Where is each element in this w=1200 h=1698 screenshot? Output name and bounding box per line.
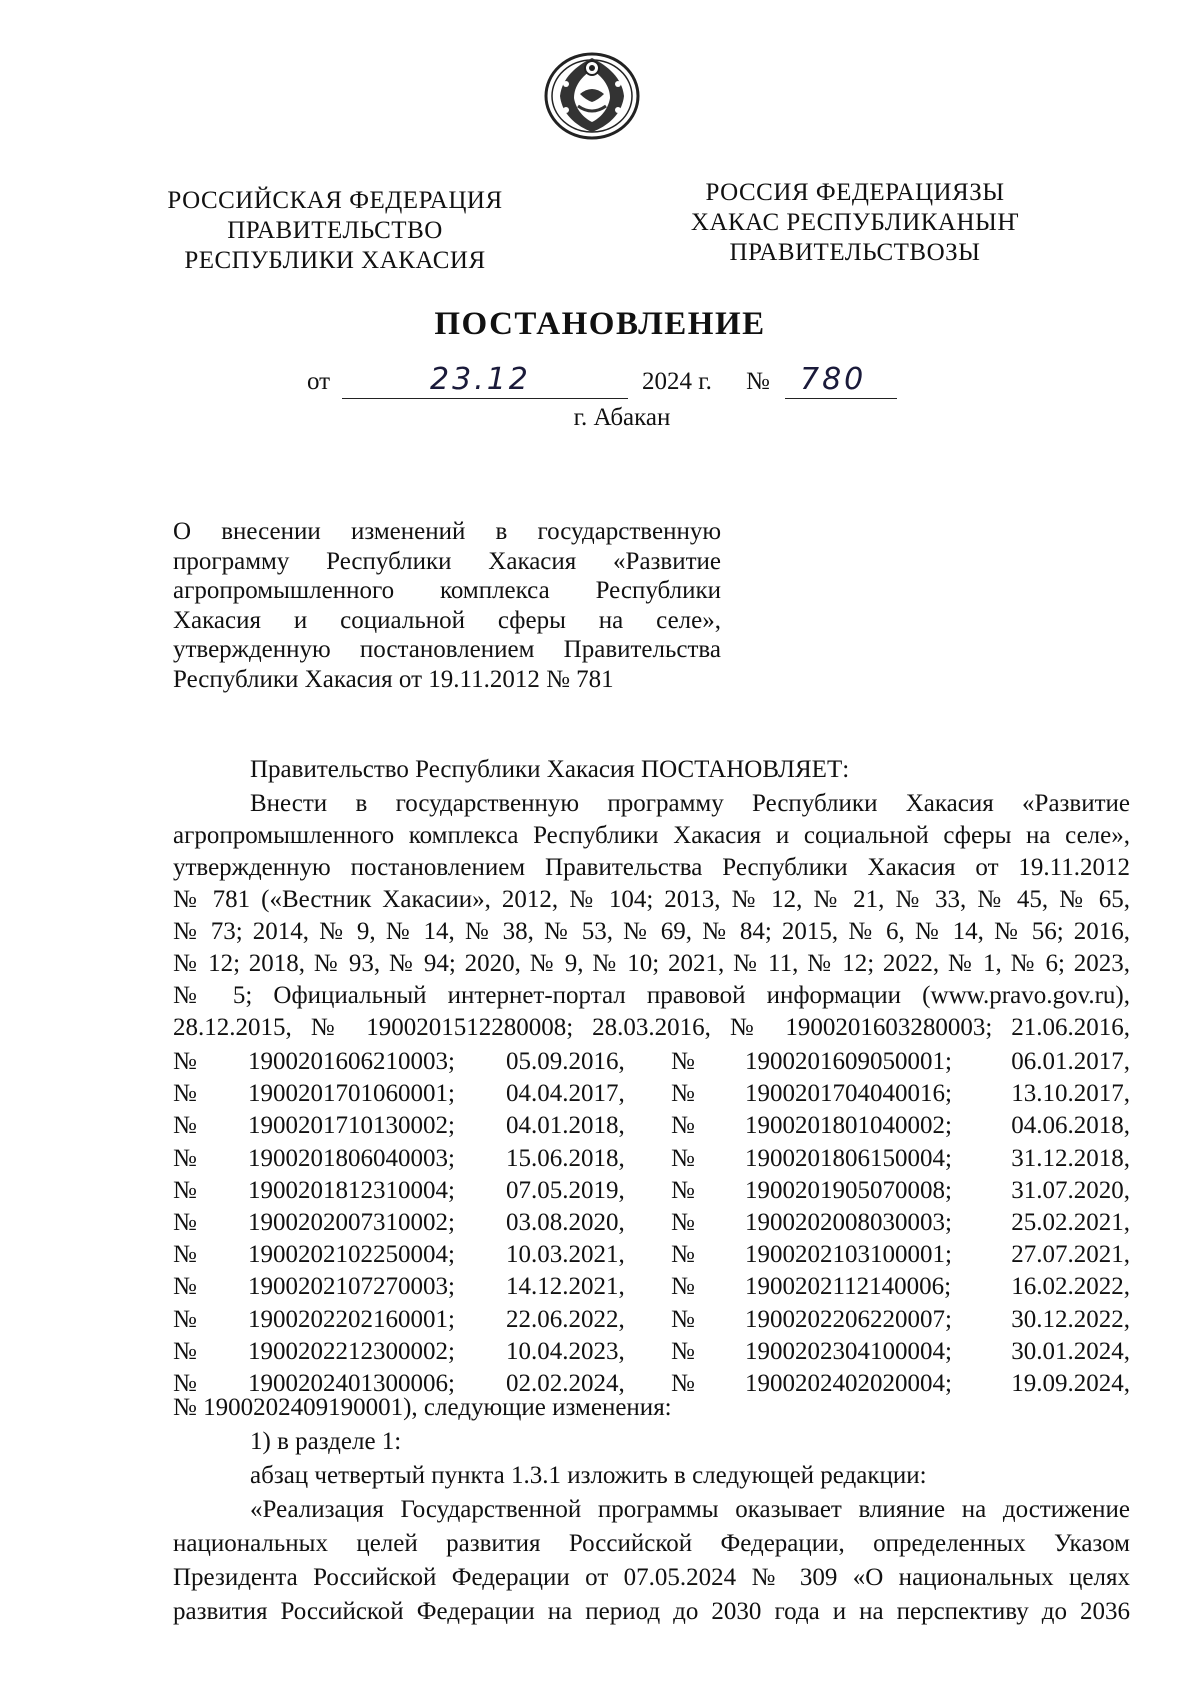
reference-date1: 07.05.2019, xyxy=(506,1177,625,1204)
reference-no1: № xyxy=(173,1273,197,1300)
item-1-text: абзац четвертый пункта 1.3.1 изложить в следующей редакции: xyxy=(250,1462,927,1489)
subject-line-2: программу Республики Хакасия «Развитие xyxy=(173,547,721,575)
reference-no2: № xyxy=(671,1112,695,1139)
reference-date2: 31.07.2020, xyxy=(1011,1177,1130,1204)
reference-num1: 1900202102250004; xyxy=(248,1241,455,1268)
reference-no2: № xyxy=(671,1209,695,1236)
handwritten-date: 23.12 xyxy=(430,362,531,397)
intro-line-7: № 5; Официальный интернет-портал правовой информации (www.pravo.gov.ru), xyxy=(173,982,1130,1009)
reference-date1: 04.04.2017, xyxy=(506,1080,625,1107)
reference-no1: № xyxy=(173,1112,197,1139)
reference-no1: № xyxy=(173,1209,197,1236)
reference-no1: № xyxy=(173,1080,197,1107)
reference-date1: 03.08.2020, xyxy=(506,1209,625,1236)
handwritten-number: 780 xyxy=(800,362,867,397)
reference-no2: № xyxy=(671,1273,695,1300)
intro-line-5: № 73; 2014, № 9, № 14, № 38, № 53, № 69, № 84; 2015, № 6, № 14, № 56; 2016, xyxy=(173,918,1130,945)
reference-row xyxy=(173,1145,1130,1177)
reference-date1: 14.12.2021, xyxy=(506,1273,625,1300)
reference-date1: 10.03.2021, xyxy=(506,1241,625,1268)
reference-no1: № xyxy=(173,1048,197,1075)
date-from-label: от xyxy=(307,368,331,395)
reference-date2: 31.12.2018, xyxy=(1011,1145,1130,1172)
subject-line-6: Республики Хакасия от 19.11.2012 № 781 xyxy=(173,665,614,693)
reference-date1: 04.01.2018, xyxy=(506,1112,625,1139)
reference-date1: 10.04.2023, xyxy=(506,1338,625,1365)
reference-num2: 1900202008030003; xyxy=(745,1209,952,1236)
reference-row xyxy=(173,1338,1130,1370)
reference-date1: 15.06.2018, xyxy=(506,1145,625,1172)
reference-num2: 1900201801040002; xyxy=(745,1112,952,1139)
reference-no1: № xyxy=(173,1370,197,1397)
intro-line-8: 28.12.2015, № 1900201512280008; 28.03.2016, № 1900201603280003; 21.06.2016, xyxy=(173,1014,1130,1041)
reference-date2: 13.10.2017, xyxy=(1011,1080,1130,1107)
reference-num2: 1900201806150004; xyxy=(745,1145,952,1172)
city-label: г. Абакан xyxy=(573,404,671,431)
reference-date2: 30.12.2022, xyxy=(1011,1306,1130,1333)
subject-line-5: утвержденную постановлением Правительства xyxy=(173,636,721,663)
reference-row xyxy=(173,1241,1130,1273)
reference-row xyxy=(173,1306,1130,1338)
quote-line-2: национальных целей развития Российской Федерации, определенных Указом xyxy=(173,1530,1130,1557)
reference-num1: 1900201812310004; xyxy=(248,1177,455,1204)
reference-num2: 1900201905070008; xyxy=(745,1177,952,1204)
reference-date1: 22.06.2022, xyxy=(506,1306,625,1333)
reference-row xyxy=(173,1080,1130,1112)
reference-num2: 1900201609050001; xyxy=(745,1048,952,1075)
quote-line-3: Президента Российской Федерации от 07.05.2024 № 309 «О национальных целях xyxy=(173,1564,1130,1591)
decree-line: Правительство Республики Хакасия ПОСТАНОВЛЯЕТ: xyxy=(250,756,850,783)
intro-line-1: Внести в государственную программу Республики Хакасия «Развитие xyxy=(250,790,1130,817)
number-sign-label: № xyxy=(746,368,770,395)
quote-line-4: развития Российской Федерации на период до 2030 года и на перспективу до 2036 xyxy=(173,1598,1130,1625)
intro-line-6: № 12; 2018, № 93, № 94; 2020, № 9, № 10; 2021, № 11, № 12; 2022, № 1, № 6; 2023, xyxy=(173,950,1130,977)
year-label: 2024 г. xyxy=(642,368,712,395)
reference-no2: № xyxy=(671,1177,695,1204)
reference-num2: 1900202103100001; xyxy=(745,1241,952,1268)
reference-num1: 1900201606210003; xyxy=(248,1048,455,1075)
reference-num2: 1900202206220007; xyxy=(745,1306,952,1333)
reference-no1: № xyxy=(173,1241,197,1268)
reference-date2: 16.02.2022, xyxy=(1011,1273,1130,1300)
intro-line-2: агропромышленного комплекса Республики Хакасия и социальной сферы на селе», xyxy=(173,822,1130,849)
reference-num2: 1900202402020004; xyxy=(745,1370,952,1397)
quote-line-1: «Реализация Государственной программы оказывает влияние на достижение xyxy=(250,1496,1130,1523)
reference-date2: 04.06.2018, xyxy=(1011,1112,1130,1139)
reference-no1: № xyxy=(173,1145,197,1172)
reference-date1: 02.02.2024, xyxy=(506,1370,625,1397)
reference-no2: № xyxy=(671,1048,695,1075)
reference-row xyxy=(173,1048,1130,1080)
subject-line-3: агропромышленного комплекса Республики xyxy=(173,577,721,604)
reference-num1: 1900202007310002; xyxy=(248,1209,455,1236)
header-right-line-3: ПРАВИТЕЛЬСТВОЗЫ xyxy=(729,239,981,266)
closing-line: № 1900202409190001), следующие изменения: xyxy=(173,1394,672,1421)
document-title: ПОСТАНОВЛЕНИЕ xyxy=(434,306,766,342)
reference-row xyxy=(173,1112,1130,1144)
reference-row xyxy=(173,1177,1130,1209)
reference-date2: 06.01.2017, xyxy=(1011,1048,1130,1075)
reference-no2: № xyxy=(671,1370,695,1397)
reference-num2: 1900202112140006; xyxy=(745,1273,952,1300)
reference-num1: 1900202401300006; xyxy=(248,1370,455,1397)
header-right-line-2: ХАКАС РЕСПУБЛИКАНЫҤ xyxy=(690,209,1020,236)
reference-num1: 1900201701060001; xyxy=(248,1080,455,1107)
reference-date2: 19.09.2024, xyxy=(1011,1370,1130,1397)
subject-line-4: Хакасия и социальной сферы на селе», xyxy=(173,606,721,634)
reference-date2: 27.07.2021, xyxy=(1011,1241,1130,1268)
reference-num1: 1900202212300002; xyxy=(248,1338,455,1365)
header-left-line-1: РОССИЙСКАЯ ФЕДЕРАЦИЯ xyxy=(167,187,503,214)
reference-date2: 30.01.2024, xyxy=(1011,1338,1130,1365)
reference-num1: 1900201710130002; xyxy=(248,1112,455,1139)
header-right-line-1: РОССИЯ ФЕДЕРАЦИЯЗЫ xyxy=(705,179,1005,206)
reference-date1: 05.09.2016, xyxy=(506,1048,625,1075)
intro-line-4: № 781 («Вестник Хакасии», 2012, № 104; 2013, № 12, № 21, № 33, № 45, № 65, xyxy=(173,886,1130,913)
intro-line-3: утвержденную постановлением Правительства Республики Хакасия от 19.11.2012 xyxy=(173,854,1130,881)
reference-no1: № xyxy=(173,1306,197,1333)
reference-row xyxy=(173,1273,1130,1305)
subject-line-1: О внесении изменений в государственную xyxy=(173,518,721,545)
reference-num1: 1900201806040003; xyxy=(248,1145,455,1172)
reference-date2: 25.02.2021, xyxy=(1011,1209,1130,1236)
header-left-line-3: РЕСПУБЛИКИ ХАКАСИЯ xyxy=(184,247,486,274)
reference-num2: 1900202304100004; xyxy=(745,1338,952,1365)
reference-row xyxy=(173,1209,1130,1241)
reference-num2: 1900201704040016; xyxy=(745,1080,952,1107)
reference-no2: № xyxy=(671,1241,695,1268)
reference-no1: № xyxy=(173,1338,197,1365)
reference-no1: № xyxy=(173,1177,197,1204)
item-1-heading: 1) в разделе 1: xyxy=(250,1428,402,1455)
header-left-line-2: ПРАВИТЕЛЬСТВО xyxy=(227,217,443,244)
reference-no2: № xyxy=(671,1145,695,1172)
reference-num1: 1900202107270003; xyxy=(248,1273,455,1300)
reference-no2: № xyxy=(671,1080,695,1107)
reference-no2: № xyxy=(671,1306,695,1333)
reference-num1: 1900202202160001; xyxy=(248,1306,455,1333)
reference-no2: № xyxy=(671,1338,695,1365)
document-body xyxy=(173,0,1130,1698)
